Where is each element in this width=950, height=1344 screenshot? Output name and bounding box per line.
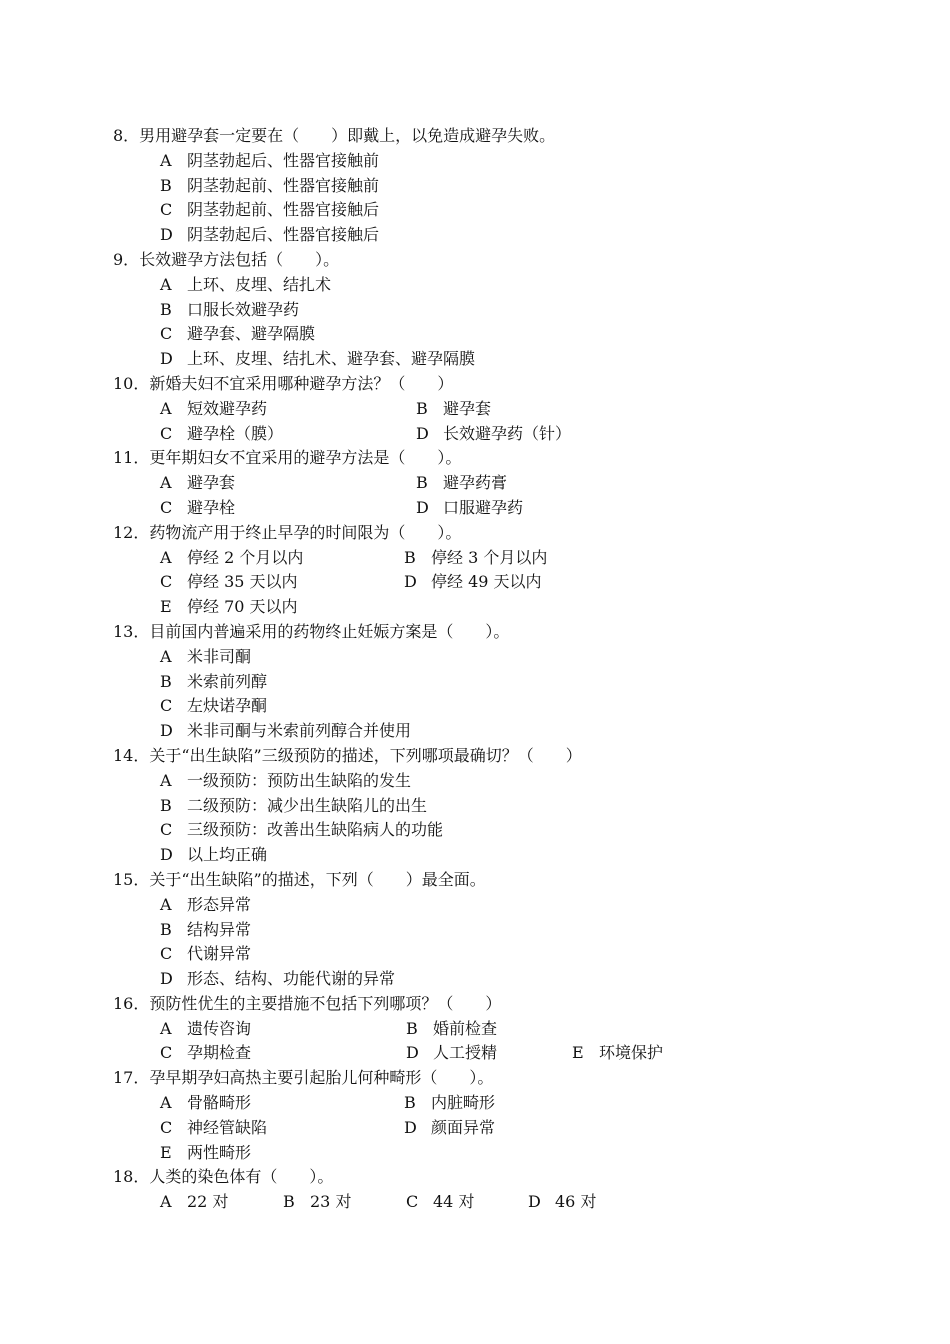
option-text: 避孕套: [443, 398, 492, 418]
option-text: 神经管缺陷: [187, 1117, 268, 1137]
option: [406, 1190, 474, 1215]
question-stem: [0, 1165, 950, 1190]
option: [404, 1091, 495, 1116]
option-text: 三级预防：改善出生缺陷病人的功能: [187, 820, 444, 840]
question-document: [0, 124, 950, 1215]
option-text: 上环、皮埋、结扎术、避孕套、避孕隔膜: [187, 349, 476, 369]
option-letter: B: [160, 175, 172, 195]
question-stem: [0, 620, 950, 645]
option-letter: B: [416, 473, 428, 493]
option-letter: D: [160, 845, 173, 865]
option-row: [0, 967, 950, 992]
option-letter: A: [160, 473, 172, 493]
option-text: 停经 2 个月以内: [187, 547, 304, 567]
option-text: 婚前检查: [433, 1018, 498, 1038]
option-letter: D: [160, 721, 173, 741]
option: [404, 546, 547, 571]
question-stem: [0, 744, 950, 769]
option: [160, 694, 267, 719]
option: [572, 1041, 663, 1066]
option-text: 停经 49 天以内: [431, 572, 542, 592]
option: [406, 1017, 497, 1042]
option: [416, 397, 491, 422]
option-text: 形态、结构、功能代谢的异常: [187, 969, 396, 989]
option: [406, 1041, 497, 1066]
option: [160, 198, 379, 223]
option-row: [0, 1116, 950, 1141]
option-row: [0, 645, 950, 670]
option-letter: B: [416, 398, 428, 418]
option-text: 22 对: [187, 1192, 229, 1212]
option-letter: C: [160, 1043, 173, 1063]
option-letter: B: [283, 1192, 295, 1212]
question-stem: [0, 868, 950, 893]
question-text: 14．关于“出生缺陷”三级预防的描述，下列哪项最确切？（ ）: [113, 745, 582, 765]
option-row: [0, 1141, 950, 1166]
option-text: 二级预防：减少出生缺陷儿的出生: [187, 795, 428, 815]
question-text: 10．新婚夫妇不宜采用哪种避孕方法？（ ）: [113, 373, 454, 393]
option: [283, 1190, 351, 1215]
option: [160, 918, 251, 943]
option-text: 停经 70 天以内: [187, 597, 298, 617]
option-text: 颜面异常: [431, 1117, 496, 1137]
option: [160, 1091, 251, 1116]
question-stem: [0, 446, 950, 471]
option: [160, 422, 283, 447]
question-text: 15．关于“出生缺陷”的描述，下列（ ）最全面。: [113, 869, 486, 889]
option-text: 左炔诺孕酮: [187, 696, 268, 716]
option-letter: E: [160, 597, 172, 617]
option-letter: E: [160, 1142, 172, 1162]
question-text: 16．预防性优生的主要措施不包括下列哪项？（ ）: [113, 993, 502, 1013]
option-row: [0, 843, 950, 868]
option-text: 一级预防：预防出生缺陷的发生: [187, 770, 412, 790]
option: [404, 570, 542, 595]
option: [160, 322, 315, 347]
question-stem: [0, 372, 950, 397]
option-text: 44 对: [433, 1192, 475, 1212]
question-stem: [0, 248, 950, 273]
option-row: [0, 471, 950, 496]
option: [160, 570, 298, 595]
option: [160, 1017, 251, 1042]
option-row: [0, 670, 950, 695]
option: [160, 298, 299, 323]
option: [160, 174, 379, 199]
option-text: 环境保护: [599, 1043, 664, 1063]
option: [160, 273, 331, 298]
option-letter: D: [160, 225, 173, 245]
option-letter: C: [160, 324, 173, 344]
option-text: 46 对: [555, 1192, 597, 1212]
option: [416, 422, 571, 447]
option-text: 停经 35 天以内: [187, 572, 298, 592]
option-letter: B: [160, 671, 172, 691]
option-row: [0, 1017, 950, 1042]
option-letter: D: [160, 349, 173, 369]
option-letter: A: [160, 894, 172, 914]
option-row: [0, 198, 950, 223]
option-letter: D: [406, 1043, 419, 1063]
option-letter: B: [404, 1093, 416, 1113]
question-text: 12．药物流产用于终止早孕的时间限为（ ）。: [113, 522, 462, 542]
option: [160, 496, 235, 521]
option-letter: D: [416, 423, 429, 443]
option: [160, 397, 267, 422]
option: [160, 893, 251, 918]
option-letter: B: [160, 795, 172, 815]
option-text: 以上均正确: [187, 845, 268, 865]
option-text: 结构异常: [187, 919, 252, 939]
option-row: [0, 719, 950, 744]
option-row: [0, 1041, 950, 1066]
option-row: [0, 893, 950, 918]
option-letter: C: [160, 200, 173, 220]
question-text: 11．更年期妇女不宜采用的避孕方法是（ ）。: [113, 448, 462, 468]
option-text: 代谢异常: [187, 944, 252, 964]
option-letter: A: [160, 1018, 172, 1038]
option-row: [0, 570, 950, 595]
option-row: [0, 322, 950, 347]
option-text: 孕期检查: [187, 1043, 252, 1063]
option-letter: A: [160, 1192, 172, 1212]
option-letter: C: [160, 1117, 173, 1137]
option-text: 阴茎勃起前、性器官接触后: [187, 200, 380, 220]
question-text: 8．男用避孕套一定要在（ ）即戴上，以免造成避孕失败。: [113, 126, 556, 145]
option-row: [0, 149, 950, 174]
option-letter: D: [404, 572, 417, 592]
option-text: 骨骼畸形: [187, 1093, 252, 1113]
option-text: 米非司酮与米索前列醇合并使用: [187, 721, 412, 741]
option: [160, 645, 251, 670]
option: [416, 471, 507, 496]
option: [160, 149, 379, 174]
option: [160, 595, 298, 620]
option-letter: C: [406, 1192, 419, 1212]
option-row: [0, 794, 950, 819]
option: [160, 843, 267, 868]
option-text: 阴茎勃起后、性器官接触前: [187, 150, 380, 170]
option-row: [0, 422, 950, 447]
option-row: [0, 818, 950, 843]
option-letter: A: [160, 1093, 172, 1113]
option: [160, 1190, 228, 1215]
option-letter: A: [160, 398, 172, 418]
option-text: 两性畸形: [187, 1142, 252, 1162]
option-text: 避孕药膏: [443, 473, 508, 493]
question-text: 18．人类的染色体有（ ）。: [113, 1167, 334, 1187]
option-text: 遗传咨询: [187, 1018, 252, 1038]
option: [528, 1190, 596, 1215]
option: [404, 1116, 495, 1141]
question-stem: [0, 992, 950, 1017]
option: [160, 942, 251, 967]
option-row: [0, 595, 950, 620]
option: [160, 1116, 267, 1141]
option-text: 短效避孕药: [187, 398, 268, 418]
option-letter: C: [160, 944, 173, 964]
option-letter: A: [160, 274, 172, 294]
option-letter: A: [160, 547, 172, 567]
option-text: 上环、皮埋、结扎术: [187, 274, 332, 294]
option: [160, 769, 411, 794]
option-letter: D: [528, 1192, 541, 1212]
option: [160, 794, 427, 819]
option-letter: B: [406, 1018, 418, 1038]
option-row: [0, 397, 950, 422]
option-row: [0, 1190, 950, 1215]
option-row: [0, 174, 950, 199]
option: [160, 719, 411, 744]
option: [416, 496, 523, 521]
option-letter: E: [572, 1043, 584, 1063]
option-text: 形态异常: [187, 894, 252, 914]
option-row: [0, 298, 950, 323]
option-text: 23 对: [310, 1192, 352, 1212]
option-row: [0, 546, 950, 571]
option: [160, 347, 475, 372]
option-letter: A: [160, 770, 172, 790]
option-text: 人工授精: [433, 1043, 498, 1063]
option-letter: B: [160, 299, 172, 319]
option-row: [0, 273, 950, 298]
option-text: 阴茎勃起前、性器官接触前: [187, 175, 380, 195]
option: [160, 818, 443, 843]
option-text: 避孕栓: [187, 497, 236, 517]
option-letter: A: [160, 150, 172, 170]
option-row: [0, 347, 950, 372]
option-letter: C: [160, 572, 173, 592]
option-row: [0, 942, 950, 967]
option-row: [0, 918, 950, 943]
option-letter: D: [404, 1117, 417, 1137]
option-text: 避孕套、避孕隔膜: [187, 324, 316, 344]
option-letter: D: [416, 497, 429, 517]
option-letter: B: [404, 547, 416, 567]
option-text: 米非司酮: [187, 646, 252, 666]
question-text: 9．长效避孕方法包括（ ）。: [113, 249, 340, 269]
option: [160, 1041, 251, 1066]
option: [160, 546, 303, 571]
option-text: 长效避孕药（针）: [443, 423, 572, 443]
question-stem: [0, 1066, 950, 1091]
option-text: 米索前列醇: [187, 671, 268, 691]
question-text: 17．孕早期孕妇高热主要引起胎儿何种畸形（ ）。: [113, 1068, 494, 1088]
option-text: 口服长效避孕药: [187, 299, 300, 319]
option-row: [0, 1091, 950, 1116]
option-row: [0, 769, 950, 794]
option-text: 口服避孕药: [443, 497, 524, 517]
option: [160, 223, 379, 248]
option-text: 避孕套: [187, 473, 236, 493]
option-text: 内脏畸形: [431, 1093, 496, 1113]
option: [160, 670, 267, 695]
option-row: [0, 496, 950, 521]
option-letter: C: [160, 423, 173, 443]
option-letter: D: [160, 969, 173, 989]
option-text: 阴茎勃起后、性器官接触后: [187, 225, 380, 245]
option: [160, 471, 235, 496]
option-letter: A: [160, 646, 172, 666]
option-text: 停经 3 个月以内: [431, 547, 548, 567]
question-text: 13．目前国内普遍采用的药物终止妊娠方案是（ ）。: [113, 621, 510, 641]
option-row: [0, 694, 950, 719]
option: [160, 1141, 251, 1166]
option-letter: C: [160, 696, 173, 716]
question-stem: [0, 124, 950, 149]
option-text: 避孕栓（膜）: [187, 423, 284, 443]
option-letter: C: [160, 820, 173, 840]
question-stem: [0, 521, 950, 546]
option: [160, 967, 395, 992]
option-letter: C: [160, 497, 173, 517]
option-letter: B: [160, 919, 172, 939]
option-row: [0, 223, 950, 248]
